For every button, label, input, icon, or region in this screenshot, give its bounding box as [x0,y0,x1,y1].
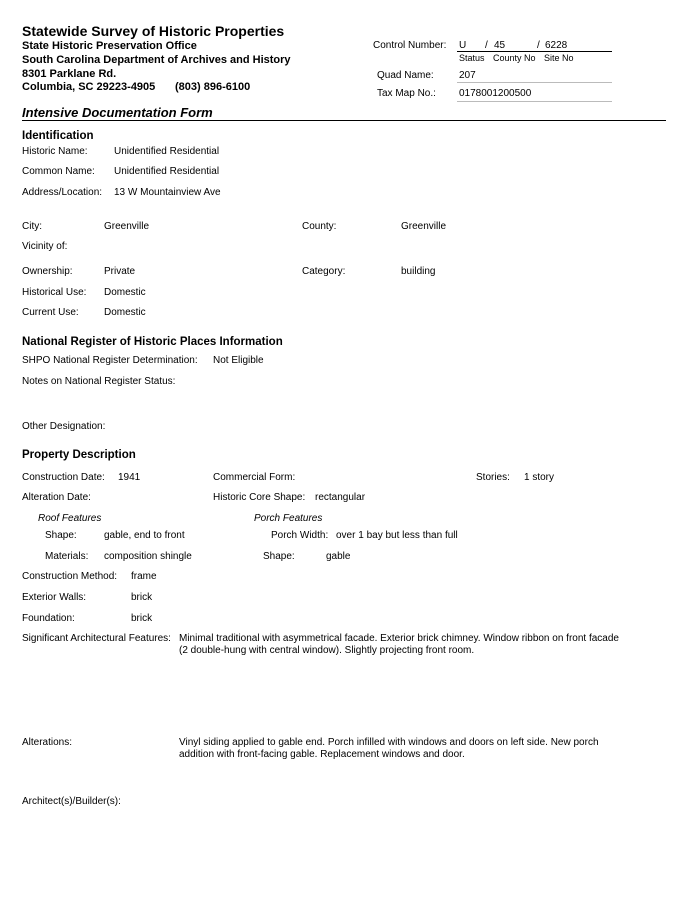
street-address: 8301 Parklane Rd. [22,68,117,80]
commercial-form-label: Commercial Form: [213,472,296,483]
porch-features-heading: Porch Features [254,513,323,524]
architectural-features-label: Significant Architectural Features: [22,633,171,644]
architectural-features-value: Minimal traditional with asymmetrical facade. Exterior brick chimney. Window ribbon on front facade (2 double-hung with central window). Slightly projecting front room. [179,633,619,656]
roof-materials-value: composition shingle [104,551,192,562]
phone-number: (803) 896-6100 [175,81,251,93]
site-number-value: 6228 [545,40,568,51]
form-title-rule [22,120,666,121]
architect-builder-label: Architect(s)/Builder(s): [22,796,121,807]
common-name-label: Common Name: [22,166,95,177]
county-value: Greenville [401,221,447,232]
historical-use-value: Domestic [104,287,146,298]
construction-method-value: frame [131,571,157,582]
department-name: South Carolina Department of Archives and History [22,54,291,66]
current-use-label: Current Use: [22,307,79,318]
county-label: County: [302,221,337,232]
porch-width-label: Porch Width: [271,530,329,541]
foundation-value: brick [131,613,153,624]
porch-width-value: over 1 bay but less than full [336,530,458,541]
status-caption: Status [459,53,485,63]
porch-shape-label: Shape: [263,551,295,562]
alteration-date-label: Alteration Date: [22,492,91,503]
alterations-label: Alterations: [22,737,73,748]
ownership-label: Ownership: [22,266,73,277]
historic-name-label: Historic Name: [22,146,88,157]
stories-value: 1 story [524,472,555,483]
address-value: 13 W Mountainview Ave [114,187,221,198]
quad-name-label: Quad Name: [377,70,434,81]
survey-title: Statewide Survey of Historic Properties [22,23,285,39]
porch-shape-value: gable [326,551,351,562]
construction-method-label: Construction Method: [22,571,118,582]
control-separator: / [537,40,540,51]
control-number-underline [457,51,612,52]
city-zip: Columbia, SC 29223-4905 [22,81,156,93]
control-separator: / [485,40,488,51]
foundation-label: Foundation: [22,613,75,624]
roof-shape-label: Shape: [45,530,77,541]
site-number-caption: Site No [544,53,574,63]
property-description-heading: Property Description [22,449,136,461]
quad-name-underline [457,82,612,83]
address-label: Address/Location: [22,187,103,198]
exterior-walls-value: brick [131,592,153,603]
status-value: U [459,40,467,51]
alterations-value: Vinyl siding applied to gable end. Porch infilled with windows and doors on left side. New porch addition with front-facing gable. Replacement windows and door. [179,737,599,760]
historic-name-value: Unidentified Residential [114,146,220,157]
county-number-value: 45 [494,40,506,51]
construction-date-label: Construction Date: [22,472,105,483]
office-name: State Historic Preservation Office [22,40,197,52]
construction-date-value: 1941 [118,472,141,483]
roof-features-heading: Roof Features [38,513,102,524]
stories-label: Stories: [476,472,510,483]
county-number-caption: County No [493,53,536,63]
form-title: Intensive Documentation Form [22,105,213,120]
core-shape-value: rectangular [315,492,366,503]
national-register-heading: National Register of Historic Places Information [22,336,283,348]
roof-shape-value: gable, end to front [104,530,185,541]
category-label: Category: [302,266,346,277]
nr-determination-label: SHPO National Register Determination: [22,355,198,366]
current-use-value: Domestic [104,307,146,318]
ownership-value: Private [104,266,136,277]
vicinity-label: Vicinity of: [22,241,68,252]
common-name-value: Unidentified Residential [114,166,220,177]
tax-map-underline [457,101,612,102]
nr-notes-label: Notes on National Register Status: [22,376,176,387]
city-label: City: [22,221,42,232]
other-designation-label: Other Designation: [22,421,106,432]
nr-determination-value: Not Eligible [213,355,264,366]
category-value: building [401,266,436,277]
roof-materials-label: Materials: [45,551,89,562]
identification-heading: Identification [22,130,94,142]
core-shape-label: Historic Core Shape: [213,492,306,503]
exterior-walls-label: Exterior Walls: [22,592,87,603]
tax-map-label: Tax Map No.: [377,88,436,99]
control-number-label: Control Number: [373,40,447,51]
city-value: Greenville [104,221,150,232]
quad-name-value: 207 [459,70,476,81]
historical-use-label: Historical Use: [22,287,87,298]
tax-map-value: 0178001200500 [459,88,532,99]
